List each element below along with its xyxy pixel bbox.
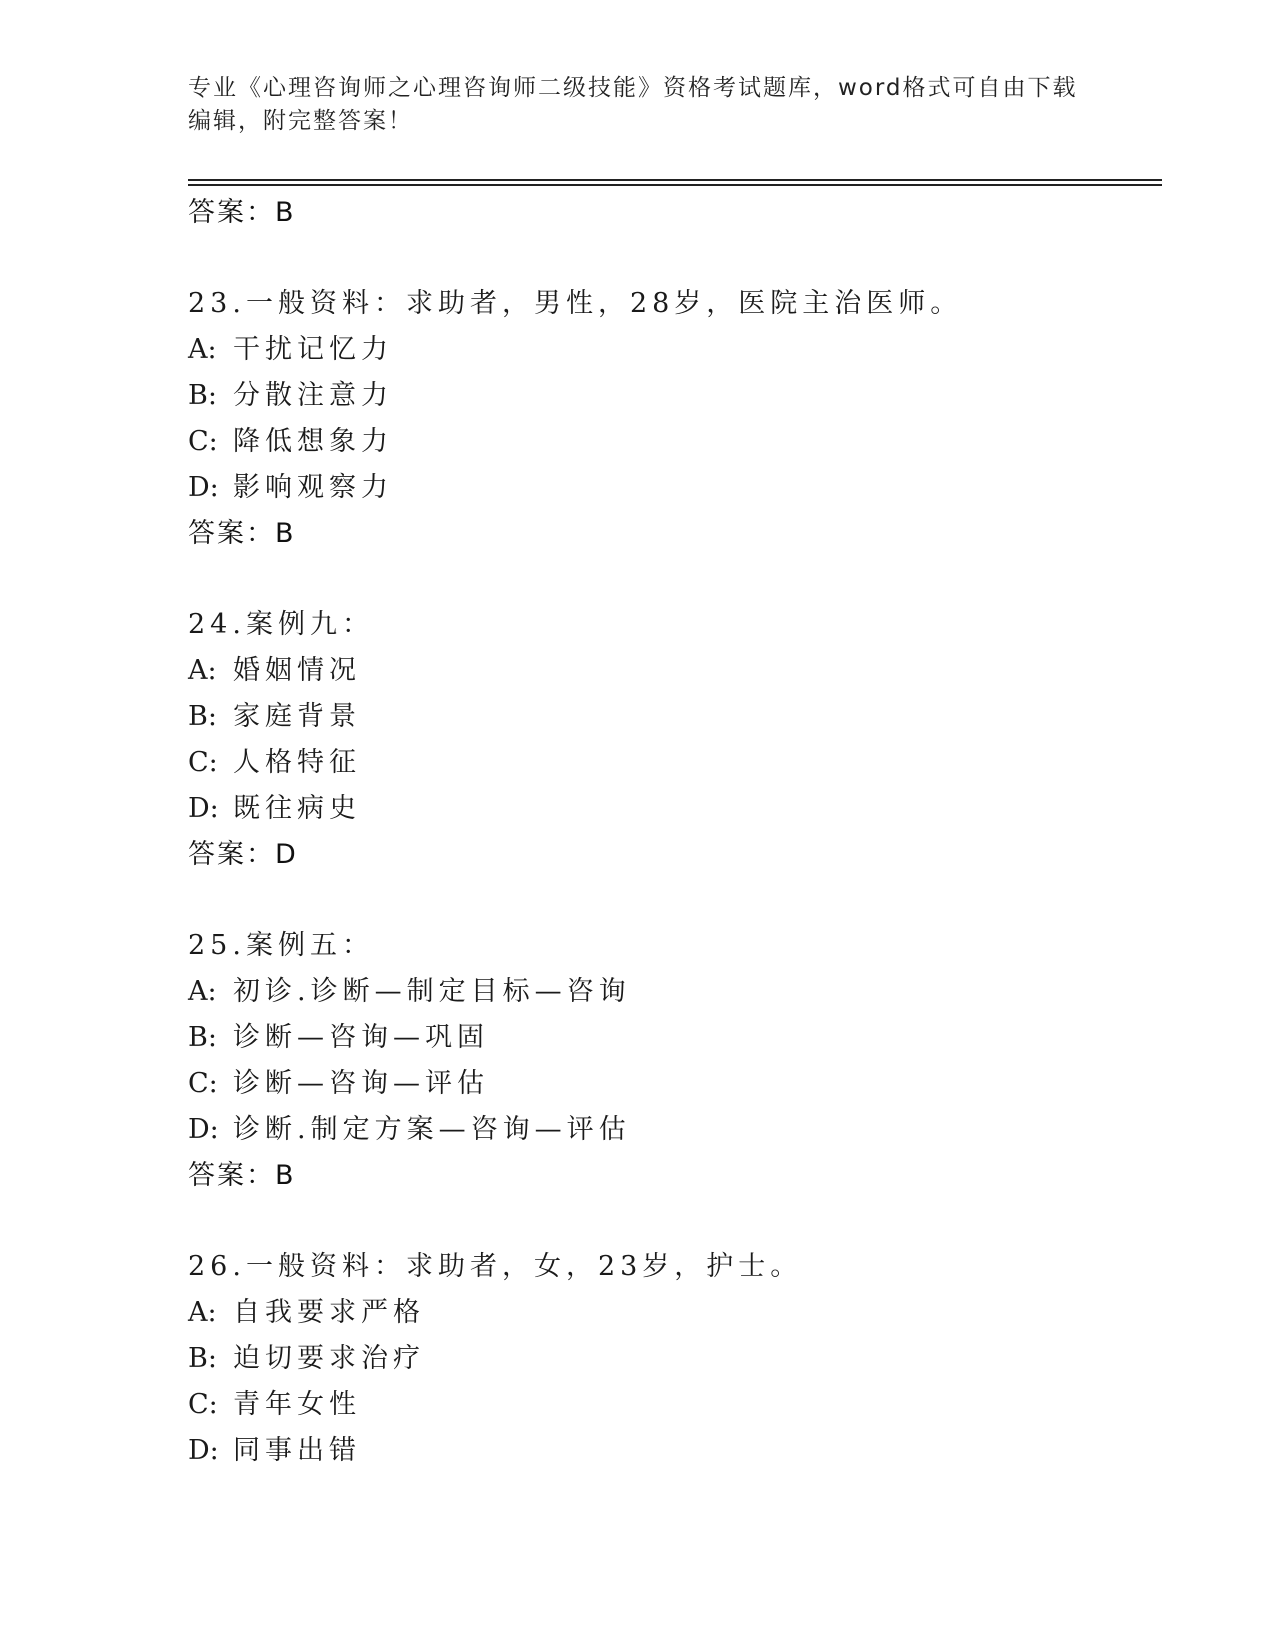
document-header <box>188 72 1088 138</box>
option-text: 婚姻情况 <box>233 655 361 686</box>
option-letter: D: <box>188 472 219 503</box>
option-d <box>188 465 1138 511</box>
option-letter: B: <box>188 1022 217 1053</box>
option-text: 自我要求严格 <box>233 1297 425 1328</box>
option-a <box>188 327 1138 373</box>
header-line-1: 专业《心理咨询师之心理咨询师二级技能》资格考试题库，word格式可自由下载 <box>188 75 1078 101</box>
question-text: 26.一般资料：求助者，女，23岁，护士。 <box>188 1251 803 1282</box>
option-letter: A: <box>188 976 217 1007</box>
header-line-2: 编辑，附完整答案！ <box>188 108 413 134</box>
option-text: 诊断—咨询—评估 <box>233 1068 489 1099</box>
option-text: 初诊.诊断—制定目标—咨询 <box>233 976 631 1007</box>
option-letter: B: <box>188 380 217 411</box>
question-block <box>188 281 1138 557</box>
option-text: 降低想象力 <box>233 426 393 457</box>
question-text: 24.案例九： <box>188 609 374 640</box>
option-b <box>188 694 1138 740</box>
option-text: 既往病史 <box>233 793 361 824</box>
option-letter: D: <box>188 793 219 824</box>
option-letter: A: <box>188 1297 217 1328</box>
option-text: 青年女性 <box>233 1389 361 1420</box>
header-rule-bottom <box>188 184 1162 186</box>
option-c <box>188 740 1138 786</box>
question-list <box>188 190 1138 1474</box>
option-a <box>188 1290 1138 1336</box>
header-rule-top <box>188 179 1162 181</box>
option-text: 迫切要求治疗 <box>233 1343 425 1374</box>
question-block <box>188 1244 1138 1474</box>
option-c <box>188 1061 1138 1107</box>
option-a <box>188 648 1138 694</box>
option-text: 家庭背景 <box>233 701 361 732</box>
option-text: 人格特征 <box>233 747 361 778</box>
question-text: 25.案例五： <box>188 930 374 961</box>
option-text: 同事出错 <box>233 1435 361 1466</box>
option-b <box>188 1336 1138 1382</box>
option-letter: C: <box>188 426 218 457</box>
option-a <box>188 969 1138 1015</box>
question-block <box>188 923 1138 1199</box>
option-b <box>188 373 1138 419</box>
option-letter: C: <box>188 747 218 778</box>
answer-line: 答案：B <box>188 1160 296 1191</box>
answer-line: 答案：D <box>188 839 298 870</box>
option-d <box>188 1428 1138 1474</box>
answer-line: 答案：B <box>188 518 296 549</box>
option-text: 分散注意力 <box>233 380 393 411</box>
option-letter: B: <box>188 1343 217 1374</box>
option-text: 干扰记忆力 <box>233 334 393 365</box>
option-text: 诊断.制定方案—咨询—评估 <box>233 1114 631 1145</box>
option-letter: C: <box>188 1068 218 1099</box>
option-text: 诊断—咨询—巩固 <box>233 1022 489 1053</box>
option-d <box>188 786 1138 832</box>
question-text: 23.一般资料：求助者，男性，28岁，医院主治医师。 <box>188 288 963 319</box>
option-c <box>188 1382 1138 1428</box>
option-letter: A: <box>188 655 217 686</box>
option-letter: B: <box>188 701 217 732</box>
option-letter: A: <box>188 334 217 365</box>
option-c <box>188 419 1138 465</box>
option-letter: D: <box>188 1114 219 1145</box>
option-letter: C: <box>188 1389 218 1420</box>
option-text: 影响观察力 <box>233 472 393 503</box>
option-letter: D: <box>188 1435 219 1466</box>
answer-line: 答案：B <box>188 197 296 228</box>
question-block <box>188 602 1138 878</box>
option-d <box>188 1107 1138 1153</box>
option-b <box>188 1015 1138 1061</box>
